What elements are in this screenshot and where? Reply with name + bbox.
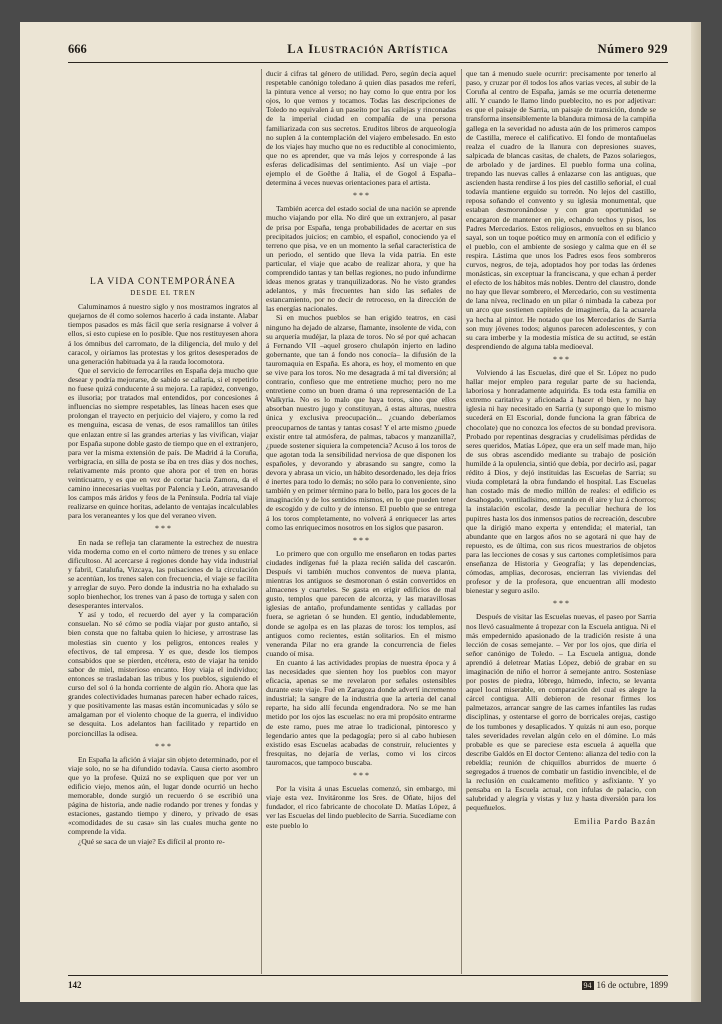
footer-date-block [582, 980, 668, 990]
issue-number: Número 929 [597, 42, 668, 56]
paragraph: Después de visitar las Escuelas nuevas, el paseo por Sarria nos llevó casualmente á tropezar con la Escuela antigua. Ni el más empedernido apasionado de la tradición resiste á una lección de cosas semejante. – Ver por los ojos, que diría el señor canónigo de Toledo. – La Escuela antigua, donde aprendió á deletrear Matías López, debió de grabar en su imaginación de niño el horror á semejante antro. Sosteníase por postes de piedra, lóbrego, húmedo, infecto, se levanta aquel local miserable, en comparación del cual es alegre la cárcel contigua. Allí debieron de resonar firmes los palmetazos, arrancar sangre de las carnes infantiles las rudas disciplinas, y ostentarse el gorro de borricales orejas, castigo de los tumbones y desaplicados. Y quizás ni aun eso, porque tales severidades revelan algún celo en el dómine. Lo más probable es que se pareciese esta escuela á aquella que describe Galdós en El doctor Centeno: alianza del tedio con la rebeldía; reunión de chiquillos aburridos de muerte ó segregados á truenos de combatir un fastidio invencible, el de la reclusión en cualcamento mefítico y asfixiante. Y yo pensaba en la Escuela actual, con infulas de palacio, con salubridad y alegría y vistas y luz y hasta diversión para los pequeñuelos. [466, 612, 656, 813]
column-rule [461, 69, 462, 974]
author-signature: Emilia Pardo Bazán [574, 816, 656, 826]
magazine-page [20, 22, 701, 1002]
article-title: LA VIDA CONTEMPORÁNEA [90, 277, 236, 287]
paragraph: En cuanto á las actividades propias de nuestra época y á las necesidades que sienten hoy los pueblos con mayor eficacia, apenas se me revelaron por señales ostensibles durante este viaje. Fué en Zaragoza donde advertí incremento industrial; la sangre de la industria que la arteria del canal reparte, ha sido allí fecunda engendradora. No se me han metido por los ojos las escuelas: no era mi propósito entrarme de este ramo, pues me atrae lo tradicional, pintoresco y legendario antes que la pedagogía; pero si al cabo hubiesen existido esas Escuelas acabadas de construir, relucientes y fresquitas, no dejaría de verlas, como vi los circos tauromacos, que tampoco buscaba. [266, 657, 456, 767]
section-separator: * * * [353, 191, 369, 201]
paragraph: En nada se refleja tan claramente la estrechez de nuestra vida moderna como en el corto número de trenes y su enlace dificultoso. Al acercarse á regiones donde hay vida industrial y fabril, Cataluña, Vizcaya, las pulsaciones de la circulación se acentúan, los trenes salen con frecuencia, el viaje se facilita y arreglar de suyo. Pero donde la industria no ha exhalado su soplo bienhechor, los trenes van á paso de tortuga y salen con desesperantes intervalos. [68, 537, 258, 611]
page-number: 666 [68, 42, 87, 56]
column-2 [266, 69, 456, 974]
section-separator: * * * [553, 354, 569, 364]
paragraph: ducir á cifras tal género de utilidad. Pero, según decía aquel respetable canónigo toledano á quien días pasados me referí, la pintura vence al verso; no hay como lo que entra por los ojos, lo que vemos y tocamos. Todas las descripciones de Toledo no equivalen á un paseíto por las callejas y rinconadas de la imperial ciudad en compañía de una persona familiarizada con sus secretos. Eruditos libros de arqueología no suplen á la contemplación del viajero embelesado. En esto de los viajes hay mucho que no es reductible al conocimiento, que no es aprender, que va más lejos y corresponde á las esferas delicadísimas del sentimiento. Así un viaje –por ejemplo el de Goëthe á Italia, el de Gogol á España– determina á veces nuevas orientaciones para el artista. [266, 69, 456, 188]
paragraph: En España la afición á viajar sin objeto determinado, por el viaje solo, no se ha difundido todavía. Causa cierto asombro que yo la profese. Quizá no se expliquen que por ver un edificio viejo, menos aún, el lugar donde ocurrió un hecho memorable, donde surgió un recuerdo ó se escribió una página de historia, ande nadie rodando por trenes y fondas y estaciones, gastando tiempo y dinero, y privado de esas «comodidades de su casa» sin las cuales mucha gente no comprende la vida. [68, 754, 258, 837]
publication-title: La Ilustración Artística [287, 42, 449, 56]
page-header [68, 42, 668, 60]
section-separator: * * * [353, 771, 369, 781]
column-1 [68, 69, 258, 974]
paragraph: Si en muchos pueblos se han erigido teatros, en casi ninguno ha dejado de alzarse, flamante, insolente de vida, con su arquería mudéjar, la plaza de toros. No sé por qué achacan á Fernando VII –aquel grosero chulapón injerto en ladino gobernante, que tan á fondo nos conocía– la difusión de la tauromaquia en España. Es ahora, es hoy, el momento en que se vive para los toros. No me desagrada á mí tal diversión; al contrario, confieso que me entretiene mucho; pero no me entretiene como un buen drama ó una representación de La Walkyria. No es lo malo que haya toros, sino que ellos absorban nuestro jugo y constituyan, á estas alturas, nuestra única y exclusiva preocupación... ¿cuando deberíamos preocuparnos de tantas y tantas cosas! Y el arte mismo ¿puede existir entre tal atmósfera, de palmas, tabacos y manzanilla?, ¿puede sostener siquiera la competencia? Acuso á los toros de que agotan toda la sensibilidad nerviosa de que disponen los españoles, y devorando y abrasando su sangre, como la devora y abrasa un vicio, un hábito desordenado, les deja fríos é inertes para todo lo demás; no sólo para lo conveniente, sino también y en primer término para lo bello, para los goces de la imaginación y de los sentidos mismos, en lo que pueden tener de escogido y de culto y de intenso. El pueblo que se entrega á los toros completamente, no volverá á enriquecer las artes como las enriquecimos nosotros en los siglos que pasaron. [266, 313, 456, 532]
paragraph: Volviendo á las Escuelas, diré que el Sr. López no pudo hallar mejor empleo para regular parte de su hacienda, laboriosa y honradamente adquirida. Es toda esta familia en extremo caritativa y aficionada á hacer el bien, y no hay iglesia ni hay necesitado en Sarria (y supongo que lo mismo sucederá en El Escorial, donde funciona la gran fábrica de chocolate) que no conozca los efectos de su bondad previsora. Probado por repentinas desgracias y crudelísimas pérdidas de seres queridos, Matías López, que era un self made man, hijo de sus obras ascendido mediante su trabajo de posición humilde á la opulencia, sintió que debía, por decirlo así, pagar rédito á Dios, y dejó instituidas las Escuelas de Sarria; su viuda completará la obra fundando el hospital. Las Escuelas han costado más de medio millón de reales: el edificio es desahogado, ventiladísimo, entrando en él aire y luz á chorros; la instalación escolar, desde la peculiar hechura de los pupitres hasta los dos inmensos patios de recreación, descubre que la dirigió mano experta y entendida; el material, tan abundante que en largos años no se agotará ni que hay de repuesto, es de última, con sus ricos muestrarios de objetos para las lecciones de cosas y sus cartones completísimos para enseñanza de Historia y Geografía; y las dependencias, cómodas, amplias, decorosas, encierran las viviendas del profesor y de la profesora, que encuentran allí modesto bienestar y seguro asilo. [466, 368, 656, 596]
paragraph: que tan á menudo suele ocurrir: precisamente por tenerlo al paso, y cruzar por él todos los años varias veces, al subir de la Coruña al centro de España, jamás se me ocurría detenerme allí. Y cuando le llamo lindo pueblecito, no es por adjetivar: es que el paisaje de Sarria, un paisaje de transición, donde se transforma insensiblemente la blandura mimosa de la campiña gallega en la severidad no adusta aún de los primeros campos de Castilla, merece el calificativo. El fondo de montañuelas realza el cuadro de la llanura con depresiones suaves, salpicada de blancas casitas, de chalets, de Pazos solariegos, de arbolado y de jardines. El pueblo forma una colina, trepando las nuevas calles á enlazarse con las antiguas, que ascienden hasta rendirse á los pies del castillo señorial, el cual todavía mantiene erguido su torreón. No lejos del castillo, reposa soñando el convento y su iglesia monumental, que estaban desmoronándose y con gran oportunidad se encargaron de mantener en pie, echando techos y pisos, los Padres Mercedarios. Estos religiosos, envueltos en su blanco sayal, son un toque poético muy en armonía con el edificio y el pueblo, con el ambiente de sosiego y calma que en él se respira. Lástima que unos los Padres esos feos sombreros curvos, negros, de teja, adoptados hoy por todas las órdenes monásticas, sin exceptuar la franciscana, y que echan á perder el efecto de los hábitos más nobles. Dentro del claustro, donde no hay que llevar sombrero, el Mercedario, con su vestimenta de lana nívea, reclinado en un pilar ó nimbada la cabeza por un arco que sostienen capiteles de imaginería, da la acuarela ya hecha al pintor. He notado que los Mercedarios de Sarria son muy jóvenes todos; algunos parecen adolescentes, y con su cara imberbe y la modestia mística de su actitud, se están desprendiendo de alguna tabla medioeval. [466, 69, 656, 351]
header-rule [68, 62, 668, 63]
column-3 [466, 69, 656, 974]
paragraph: Lo primero que con orgullo me enseñaron en todas partes ciudades indígenas fué la plaza recién salida del cascarón. Después vi también muchos conventos de nueva planta, mientras los antiguos se desmoronan ó están convertidos en almacenes y cuarteles. Se gasta en erigir edificios de mal gusto, templos que parecen de alcorza, y las maravillosas iglesias de antaño, profundamente sentidas y calladas por fuera, se agrietan ó se hunden. El gentío, indudablemente, donde se agolpa es en las plazas de toros: los templos, así antiguos como recientes, están solitarios. En el mismo veneranda Pilar no era grande la concurrencia de fieles cuando oí misa. [266, 548, 456, 658]
section-separator: * * * [353, 535, 369, 545]
page-footer [68, 980, 668, 994]
page-spine [691, 22, 701, 1002]
column-rule [261, 69, 262, 974]
issue-badge: 94 [583, 981, 592, 990]
footer-rule [68, 975, 668, 976]
paragraph: Caluminamos á nuestro siglo y nos mostramos ingratos al quejarnos de él como solemos hacerlo á cada instante. Alabar tiempos pasados es más fácil que sería resignarse á volver á ellos, si esto cupiese en lo posible. Que nos restituyesen ahora á los ómnibus del carromato, de la diligencia, del mulo y del caracol, y oiríamos las protestas y los gritos desesperados de una generación habituada ya á la rauda locomotora. [68, 302, 258, 366]
illustration-space [68, 69, 258, 274]
paragraph: Que el servicio de ferrocarriles en España deja mucho que desear y podría mejorarse, de sabido se callaría, si el repetirlo no fuese quizá conducente á su mejora. La rapidez, convengo, es ilusoria; por tratados mal entendidos, por concesiones á influencias no siempre respetables, las líneas hacen eses que prolongan el trayecto en perjuicio del viajero, y como la red es menguina, escasa de venas, de esos ramalillos tan útiles que enlazan entre sí las grandes arterias y las vivifican, viajar por España supone doble gasto de tiempo que en el extranjero, para ver la misma extensión de país. De Madrid á la Coruña, verbigracia, en silla de posta se iba en tres días y dos noches, relativamente más pronto que ahora por el tren en horas veinticuatro, y es que en vez de cortar hacia Zamora, da el camino innecesarias vueltas por Palencia y León, atravesando los campos más áridos y feos de la Península. Podría tal viaje realizarse en quince horitas, adelanto de ventajas incalculables para los veraneantes y los que del veraneo viven. [68, 365, 258, 521]
paragraph: También acerca del estado social de una nación se aprende mucho viajando por ella. No diré que un extranjero, al pasar de prisa por España, tenga probabilidades de acertar en sus precipitados juicios; en cambio, el español, conociendo ya el terreno que pisa, ve en un momento la señal característica de un periodo, el sentido que lleva la vida patria. En este particular, el viaje que acabo de realizar ahora, y que ha comprendido tantas y tan bellas regiones, no pudo infundirme ideas menos gratas y tranquilizadoras. No he visto grandes adelantos, y más frecuentes han sido las señales de estancamiento, por no decir de retroceso, en la dirección de las energías nacionales. [266, 204, 456, 314]
paragraph: Por la visita á unas Escuelas comenzó, sin embargo, mi viaje esta vez. Invitáronme los Sres. de Oñate, hijos del fundador, el rico fabricante de chocolate D. Matías López, á ver las Escuelas del lindo pueblecito de Sarria. Sucedíame con este pueblo lo [266, 784, 456, 830]
issue-date: 16 de octubre, 1899 [596, 980, 668, 990]
section-separator: * * * [155, 524, 171, 534]
paragraph: ¿Qué se saca de un viaje? Es difícil al pronto re- [78, 836, 225, 846]
section-separator: * * * [155, 741, 171, 751]
section-separator: * * * [553, 599, 569, 609]
paragraph: Y así y todo, el recuerdo del ayer y la comparación consuelan. No sé cómo se podía viajar por gusto antaño, si bien consta que no faltaba quien lo hiciese, y arrostrase las molestias sin cuento y los peligros, entonces reales y efectivos, de tal empresa. Y es que, desde los tiempos consabidos que se pierden, etcétera, esto de viajar ha tenido sabor de miel, misterioso encanto. Hoy viaja el individuo; entonces se trasladaban las tribus y los pueblos, siguiendo el curso del sol ó la honda corriente de algún río. Ahora que las grandes colectividades humanas parecen haber echado raíces, y que positivamente las masas están incomunicadas y sólo se amalgaman por el violento choque de la guerra, el individuo se desquita. Los adelantos han facilitado y repartido en porcioncillas la odisea. [68, 610, 258, 738]
article-subtitle: DESDE EL TREN [130, 289, 196, 298]
folio-number: 142 [68, 980, 82, 990]
